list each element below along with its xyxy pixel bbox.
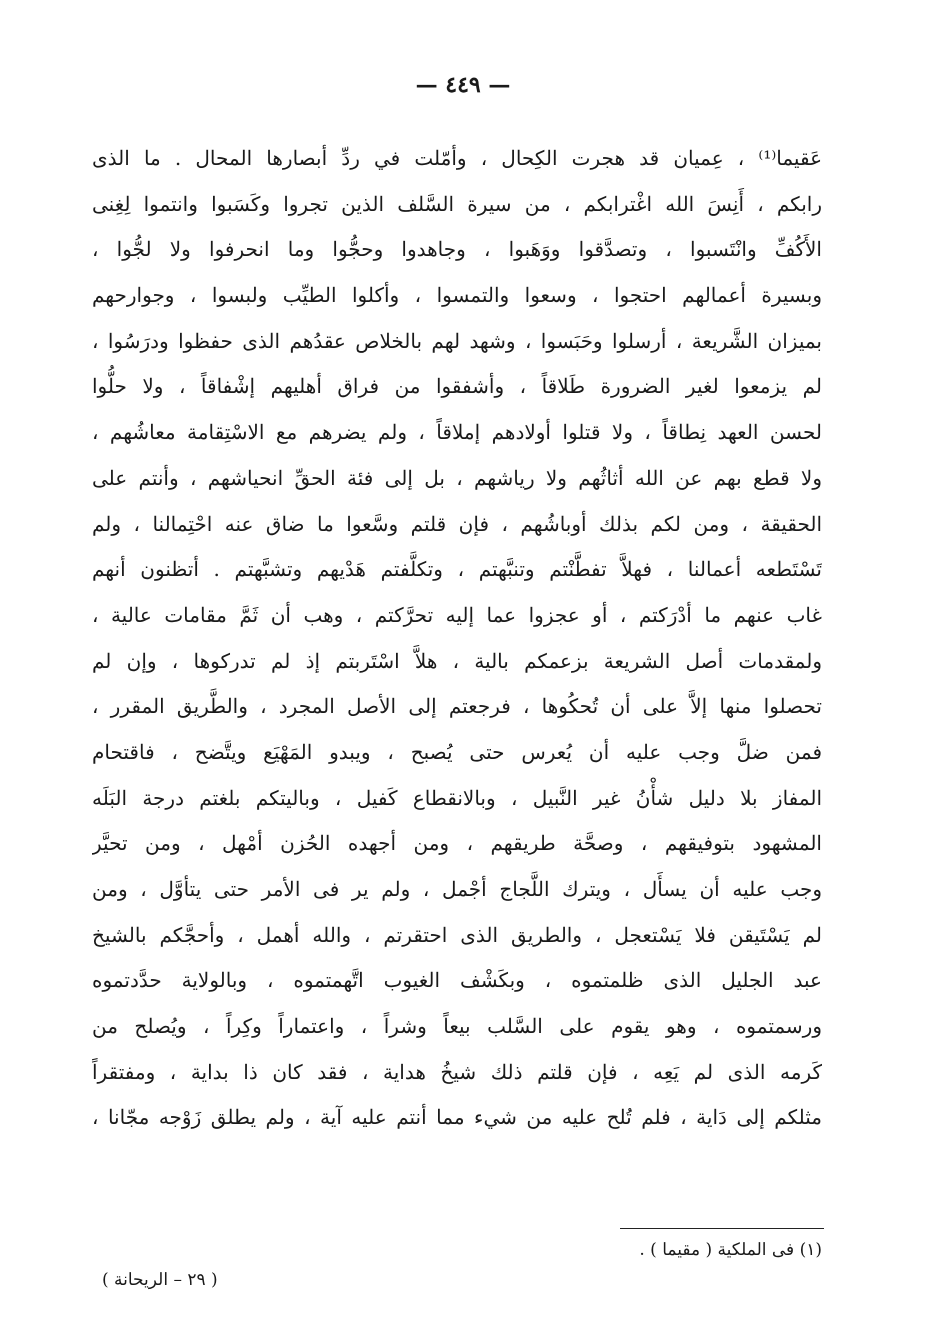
text-line: رابكم ، أَنِسَ الله اغْترابكم ، من سيرة السَّلف الذين تجروا وكَسَبوا وانتموا لِغِنى xyxy=(92,191,822,216)
text-line: ولا قطع بهم عن الله أثاثُهم ولا رياشهم ، بل إلى فئة الحقِّ انحياشهم ، وأنتم على xyxy=(92,465,822,490)
text-line: عَقيما⁽¹⁾ ، عِميان قد هجرت الكِحال ، وأمّلت في ردِّ أبصارها المحال . ما الذى xyxy=(92,146,822,170)
text-line: لم يَسْتَيقن فلا يَسْتعجل ، والطريق الذى احتقرتم ، والله أهمل ، وأحجَّكم بالشيخ xyxy=(92,922,822,947)
text-line: الأَكُفِّ وانْتَسبوا ، وتصدَّقوا ووَهَبوا ، وجاهدوا وحجُّوا وما انحرفوا ولا لجُّوا ، xyxy=(92,237,822,262)
text-line: عبد الجليل الذى ظلمتموه ، وبكَشْف الغيوب اتَّهمتموه ، وبالولاية حدَّدتموه xyxy=(92,968,822,993)
footnote: (١) فى الملكية ( مقيما ) . xyxy=(639,1240,822,1260)
text-line: ورسمتموه ، وهو يقوم على السَّلب بيعاً وشراً ، واعتماراً وكِراً ، ويُصلح من xyxy=(92,1014,822,1039)
text-line: بميزان الشَّريعة ، أرسلوا وحَبَسوا ، وشهد لهم بالخلاص عقدُهم الذى حفظوا ودرَسُوا ، xyxy=(92,328,822,353)
text-line: لم يزمعوا لغير الضرورة طَلاقاً ، وأشفقوا من فراق أهليهم إشْفاقاً ، ولا حلُّوا xyxy=(92,374,822,399)
text-line: غاب عنهم ما أدْرَكتم ، أو عجزوا عما إليه تحرَّكتم ، وهب أن ثَمَّ مقامات عالية ، xyxy=(92,602,822,627)
text-line: الحقيقة ، ومن لكم بذلك أوباشُهم ، فإن قلتم وسَّعوا ما ضاق عنه احْتِمالنا ، ولم xyxy=(92,511,822,536)
text-line: ولمقدمات أصل الشريعة بزعمكم بالية ، هلاَّ اسْتَربتم إذ لم تدركوها ، وإن لم xyxy=(92,648,822,673)
text-line: المشهود بتوفيقهم ، وصحَّة طريقهم ، ومن أجهده الحُزن أمْهل ، ومن تحيَّر xyxy=(92,831,822,856)
text-line: وجب عليه أن يسأَل ، ويترك اللَّجاج أجْمل ، ولم ير فى الأمر حتى يتأوَّل ، ومن xyxy=(92,877,822,901)
text-line: كَرمه الذى لم يَعِه ، فإن قلتم ذلك شيخُ هداية ، فقد كان ذا بداية ، ومفتقراً xyxy=(92,1059,822,1084)
text-line: تحصلوا منها إلاَّ على أن تُحكُوها ، فرجعتم إلى الأصل المجرد ، والطَّريق المقرر ، xyxy=(92,694,822,719)
text-line: مثلكم إلى دَاية ، فلم تُلح عليه من شيء مما أنتم عليه آية ، ولم يطلق زَوْجه مجّانا ، xyxy=(92,1105,822,1130)
signature-mark: ( ٢٩ – الريحانة ) xyxy=(102,1270,218,1290)
text-line: فمن ضلَّ وجب عليه أن يُعرس حتى يُصبح ، ويبدو المَهْيَع ويتَّضح ، فاقتحام xyxy=(92,739,822,764)
page-number: — ٤٤٩ — xyxy=(415,72,511,98)
body-text xyxy=(92,136,822,1141)
text-line: وبسيرة أعمالهم احتجوا ، وسعوا والتمسوا ، وأكلوا الطيِّب ولبسوا ، وجوارحهم xyxy=(92,283,822,308)
text-line: تَسْتَطعه أعمالنا ، فهلاَّ تفطَّنْتم وتنبَّهتم ، وتكلَّفتم هَدْيهم وتشبَّهتم . أتظنون أنهم xyxy=(92,557,822,582)
text-line: لحسن العهد نِطاقاً ، ولا قتلوا أولادهم إملاقاً ، ولم يضرهم مع الاسْتِقامة معاشُهم ، xyxy=(92,420,822,445)
footnote-divider xyxy=(620,1228,824,1229)
text-line: المفاز بلا دليل شأْنُ غير النَّبيل ، وبالانقطاع كَفيل ، وباليتكم بلغتم درجة البَلَه xyxy=(92,785,822,810)
